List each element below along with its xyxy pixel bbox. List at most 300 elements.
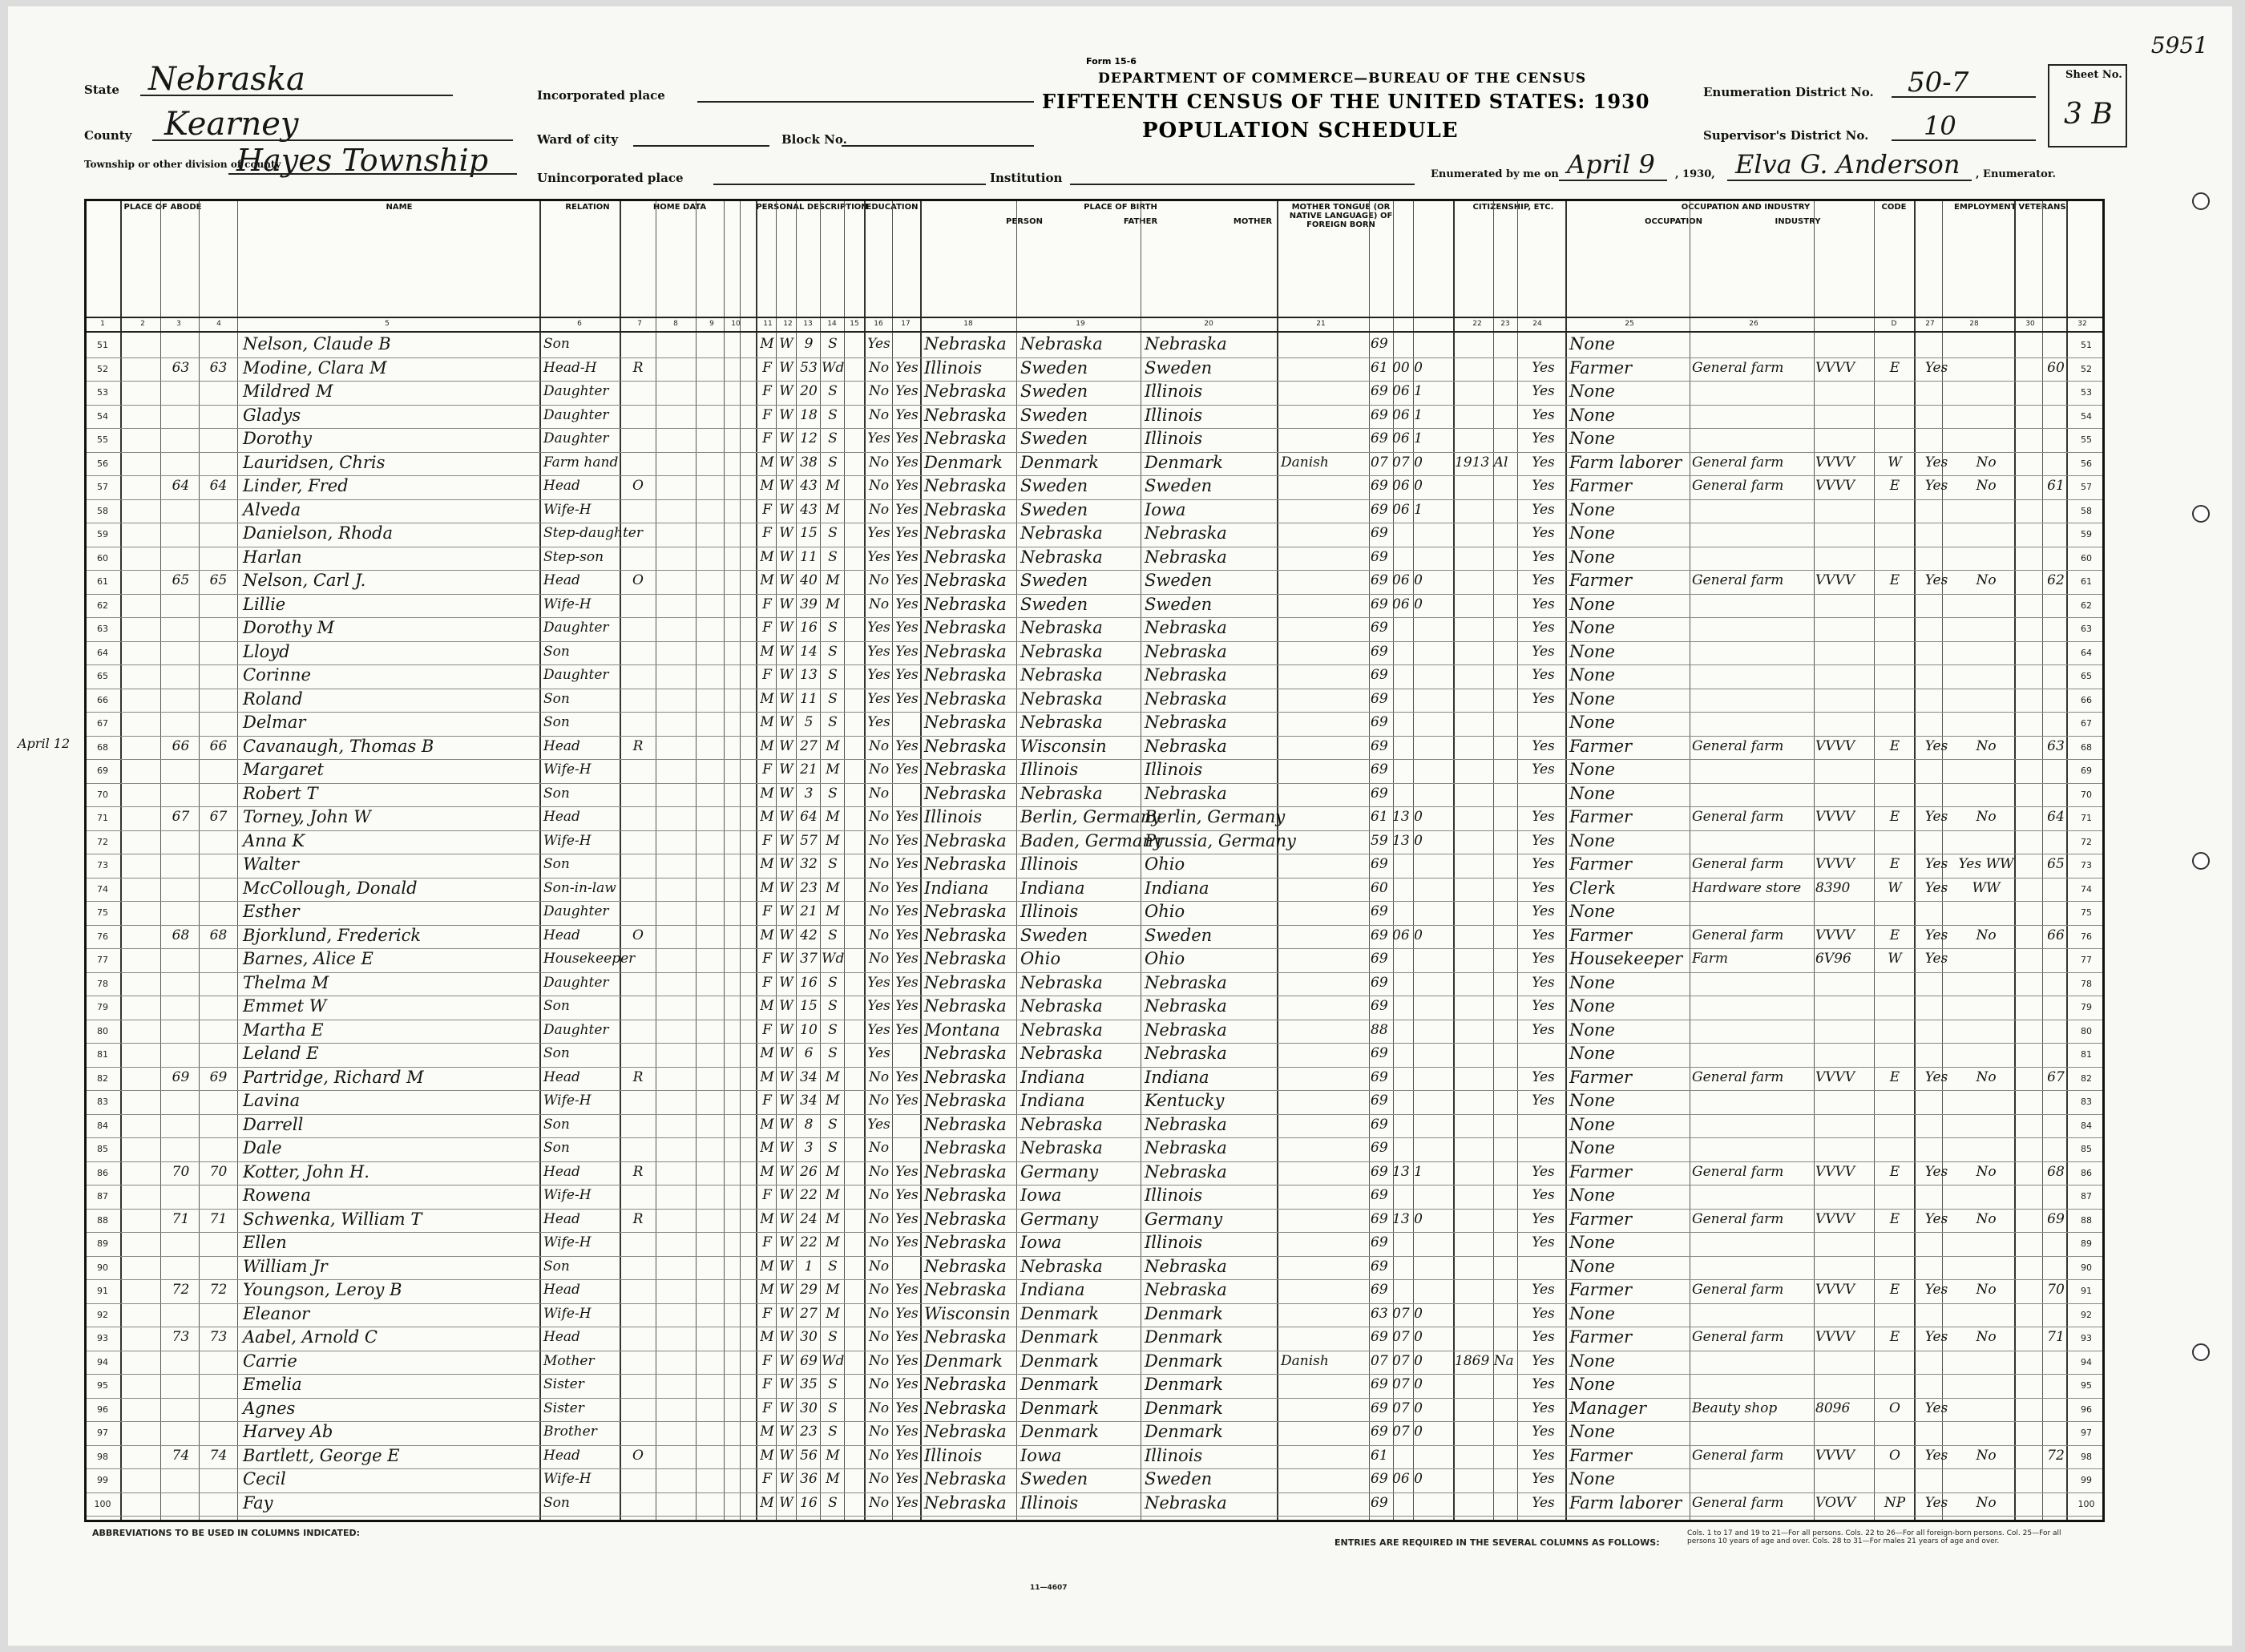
cell-occ: None xyxy=(1569,1044,1615,1063)
cell-farm: 70 xyxy=(2047,1282,2065,1298)
cell-race: W xyxy=(779,478,793,494)
cell-father: Indiana xyxy=(1020,878,1085,898)
table-row xyxy=(87,594,2102,619)
cell-name: Dorothy xyxy=(243,429,312,448)
cell-occ: None xyxy=(1569,1469,1615,1488)
cell-age: 35 xyxy=(800,1376,818,1392)
cell-mother: Illinois xyxy=(1145,405,1203,425)
cell-school: No xyxy=(868,879,890,896)
line-number-right: 72 xyxy=(2081,836,2092,847)
cell-ms: S xyxy=(828,998,838,1014)
cell-read: Yes xyxy=(895,1471,919,1487)
line-number-right: 93 xyxy=(2081,1333,2092,1343)
cell-name: Harvey Ab xyxy=(243,1422,333,1441)
cell-code: 69 xyxy=(1371,667,1388,683)
cell-age: 43 xyxy=(800,478,818,494)
group-place-of-abode: PLACE OF ABODE xyxy=(123,203,202,212)
cell-rel: Head xyxy=(543,1282,580,1298)
cell-mother: Nebraska xyxy=(1145,618,1227,637)
group-home-data: HOME DATA xyxy=(652,203,707,212)
cell-occ: None xyxy=(1569,547,1615,567)
cell-occ: None xyxy=(1569,830,1615,850)
cell-sex: M xyxy=(760,572,774,588)
cell-eng: Yes xyxy=(1532,1068,1555,1085)
cell-home: R xyxy=(632,359,644,376)
cell-read: Yes xyxy=(895,643,919,660)
cell-code: 69 xyxy=(1371,525,1388,541)
line-number-right: 60 xyxy=(2081,552,2092,563)
binder-hole xyxy=(2192,505,2210,523)
cell-rel: Daughter xyxy=(543,1021,609,1038)
incorporated-place-label: Incorporated place xyxy=(537,88,665,103)
cell-birth: Nebraska xyxy=(924,925,1007,945)
table-row xyxy=(87,1185,2102,1210)
column-number: 26 xyxy=(1749,320,1758,328)
cell-age: 5 xyxy=(804,714,814,730)
cell-vet: No xyxy=(1976,737,1997,754)
cell-sex: M xyxy=(760,690,774,707)
table-row xyxy=(87,664,2102,689)
cell-age: 40 xyxy=(800,572,818,588)
department-title: DEPARTMENT OF COMMERCE—BUREAU OF THE CENSUS xyxy=(1098,71,1587,87)
rows-container xyxy=(87,333,2102,1520)
cell-school: No xyxy=(868,1494,890,1511)
cell-emp: Yes xyxy=(1924,856,1948,872)
date-underline xyxy=(1559,180,1667,181)
cell-school: No xyxy=(868,501,890,518)
cell-mother: Nebraska xyxy=(1145,972,1227,992)
cell-ms: M xyxy=(826,596,840,612)
cell-race: W xyxy=(779,809,793,825)
cell-eng: Yes xyxy=(1532,974,1555,991)
cell-race: W xyxy=(779,1471,793,1487)
line-number-right: 76 xyxy=(2081,931,2092,942)
column-number: 11 xyxy=(763,320,773,328)
cell-school: No xyxy=(868,1093,890,1109)
cell-occ: None xyxy=(1569,972,1615,992)
table-row xyxy=(87,736,2102,761)
cell-age: 26 xyxy=(800,1163,818,1180)
cell-rel: Son xyxy=(543,1116,570,1133)
township-value: Hayes Township xyxy=(236,143,489,178)
cell-race: W xyxy=(779,1210,793,1227)
cell-father: Sweden xyxy=(1020,499,1088,519)
unincorporated-place-label: Unincorporated place xyxy=(537,171,684,185)
cell-code: 69 07 0 xyxy=(1371,1424,1423,1440)
cell-rel: Son xyxy=(543,336,570,352)
cell-race: W xyxy=(779,596,793,612)
cell-ind: General farm xyxy=(1692,809,1784,825)
cell-home: O xyxy=(632,572,644,588)
cell-rel: Son xyxy=(543,856,570,872)
table-row xyxy=(87,948,2102,973)
cell-read: Yes xyxy=(895,359,919,376)
cell-rel: Head xyxy=(543,1068,580,1085)
cell-age: 1 xyxy=(804,1258,814,1274)
line-number: 77 xyxy=(97,955,108,965)
county-value: Kearney xyxy=(164,106,299,143)
cell-mother: Ohio xyxy=(1145,902,1185,921)
line-number-right: 70 xyxy=(2081,789,2092,800)
column-number: 23 xyxy=(1500,320,1510,328)
line-number: 95 xyxy=(97,1380,108,1391)
cell-birth: Nebraska xyxy=(924,429,1007,448)
cell-code: 69 xyxy=(1371,785,1388,802)
cell-birth: Nebraska xyxy=(924,547,1007,567)
cell-name: Torney, John W xyxy=(243,807,371,826)
line-number: 89 xyxy=(97,1238,108,1249)
cell-race: W xyxy=(779,1447,793,1464)
cell-sex: F xyxy=(762,1187,772,1203)
group-code: CODE xyxy=(1881,203,1907,212)
cell-eng: Yes xyxy=(1532,1329,1555,1345)
cell-ms: S xyxy=(828,1045,838,1061)
cell-birth: Nebraska xyxy=(924,1398,1007,1418)
cell-rel: Wife-H xyxy=(543,1093,592,1109)
cell-birth: Nebraska xyxy=(924,1422,1007,1441)
cell-rel: Farm hand xyxy=(543,454,619,471)
year-label: , 1930, xyxy=(1675,168,1715,180)
cell-race: W xyxy=(779,974,793,991)
cell-rel: Daughter xyxy=(543,667,609,683)
cell-name: McCollough, Donald xyxy=(243,878,418,898)
cell-code: 69 xyxy=(1371,336,1388,352)
cell-father: Wisconsin xyxy=(1020,736,1107,756)
table-row xyxy=(87,996,2102,1020)
cell-cls: E xyxy=(1889,478,1900,494)
schedule-title: POPULATION SCHEDULE xyxy=(1142,119,1459,143)
group-veterans: VETERANS xyxy=(2018,203,2066,212)
cell-code: 69 06 1 xyxy=(1371,406,1423,423)
cell-birth: Nebraska xyxy=(924,1138,1007,1157)
cell-code: 69 06 1 xyxy=(1371,501,1423,518)
cell-rel: Mother xyxy=(543,1352,595,1369)
cell-rel: Wife-H xyxy=(543,501,592,518)
cell-race: W xyxy=(779,359,793,376)
cell-father: Germany xyxy=(1020,1209,1099,1229)
column-number: 27 xyxy=(1925,320,1935,328)
line-number-right: 54 xyxy=(2081,410,2092,422)
table-row xyxy=(87,1398,2102,1423)
line-number-right: 86 xyxy=(2081,1167,2092,1178)
cell-read: Yes xyxy=(895,525,919,541)
cell-name: William Jr xyxy=(243,1256,328,1276)
cell-cls: E xyxy=(1889,359,1900,376)
table-row xyxy=(87,901,2102,926)
line-number-right: 85 xyxy=(2081,1144,2092,1154)
cell-ms: M xyxy=(826,1234,840,1250)
cell-school: No xyxy=(868,832,890,849)
cell-sex: M xyxy=(760,1282,774,1298)
cell-birth: Nebraska xyxy=(924,523,1007,543)
cell-ms: S xyxy=(828,1376,838,1392)
cell-birth: Nebraska xyxy=(924,713,1007,732)
line-number: 52 xyxy=(97,363,108,374)
cell-vet: WW xyxy=(1972,879,2001,896)
line-number: 96 xyxy=(97,1404,108,1415)
cell-age: 10 xyxy=(800,1021,818,1038)
cell-birth: Nebraska xyxy=(924,1044,1007,1063)
cell-father: Nebraska xyxy=(1020,972,1103,992)
group-mother-tongue: MOTHER TONGUE (OR NATIVE LANGUAGE) OF FOREIGN BORN xyxy=(1289,203,1393,229)
column-number: 30 xyxy=(2025,320,2035,328)
cell-occcode: VVVV xyxy=(1815,454,1855,471)
cell-eng: Yes xyxy=(1532,1234,1555,1250)
cell-occ: Farmer xyxy=(1569,571,1633,590)
cell-name: Kotter, John H. xyxy=(243,1161,369,1181)
cell-sex: F xyxy=(762,383,772,399)
cell-mother: Denmark xyxy=(1145,1327,1223,1347)
cell-father: Nebraska xyxy=(1020,996,1103,1016)
cell-race: W xyxy=(779,572,793,588)
table-row xyxy=(87,759,2102,784)
cell-read: Yes xyxy=(895,667,919,683)
cell-eng: Yes xyxy=(1532,927,1555,943)
cell-occ: Housekeeper xyxy=(1569,949,1683,968)
table-row xyxy=(87,1327,2102,1351)
column-number: 28 xyxy=(1969,320,1979,328)
cell-ms: M xyxy=(826,1093,840,1109)
line-number: 81 xyxy=(97,1049,108,1060)
cell-sex: M xyxy=(760,1068,774,1085)
column-number: 18 xyxy=(963,320,973,328)
cell-race: W xyxy=(779,1305,793,1322)
cell-emp: Yes xyxy=(1924,359,1948,376)
cell-eng: Yes xyxy=(1532,501,1555,518)
cell-read: Yes xyxy=(895,1234,919,1250)
cell-father: Illinois xyxy=(1020,1492,1079,1513)
cell-mother: Ohio xyxy=(1145,949,1185,968)
cell-mother: Illinois xyxy=(1145,1185,1203,1205)
cell-name: Fay xyxy=(243,1492,273,1513)
cell-eng: Yes xyxy=(1532,359,1555,376)
cell-occcode: VVVV xyxy=(1815,478,1855,494)
sheet-number-box xyxy=(2048,64,2127,147)
cell-age: 6 xyxy=(804,1045,814,1061)
cell-mother: Nebraska xyxy=(1145,1280,1227,1299)
cell-father: Illinois xyxy=(1020,760,1079,779)
cell-name: Carrie xyxy=(243,1351,297,1371)
cell-race: W xyxy=(779,903,793,919)
cell-ms: M xyxy=(826,737,840,754)
cell-race: W xyxy=(779,1045,793,1061)
cell-rel: Daughter xyxy=(543,383,609,399)
cell-eng: Yes xyxy=(1532,1494,1555,1511)
cell-eng: Yes xyxy=(1532,1021,1555,1038)
cell-ms: S xyxy=(828,336,838,352)
cell-race: W xyxy=(779,1163,793,1180)
cell-father: Sweden xyxy=(1020,405,1088,425)
cell-code: 07 07 0 xyxy=(1371,1352,1423,1369)
cell-occ: Farmer xyxy=(1569,1067,1633,1087)
table-row xyxy=(87,1256,2102,1281)
cell-name: Rowena xyxy=(243,1185,311,1205)
line-number-right: 92 xyxy=(2081,1309,2092,1320)
cell-mother: Nebraska xyxy=(1145,783,1227,803)
cell-school: No xyxy=(868,359,890,376)
column-number: 8 xyxy=(673,320,678,328)
cell-code: 59 13 0 xyxy=(1371,832,1423,849)
cell-race: W xyxy=(779,667,793,683)
cell-eng: Yes xyxy=(1532,1376,1555,1392)
cell-father: Nebraska xyxy=(1020,713,1103,732)
cell-race: W xyxy=(779,430,793,446)
cell-ind: General farm xyxy=(1692,359,1784,376)
table-row xyxy=(87,1232,2102,1257)
cell-dwell: 72 xyxy=(172,1282,190,1298)
cell-race: W xyxy=(779,336,793,352)
cell-cit: 1913 Al xyxy=(1455,454,1508,471)
cell-birth: Nebraska xyxy=(924,1256,1007,1276)
cell-eng: Yes xyxy=(1532,1163,1555,1180)
cell-occ: Clerk xyxy=(1569,878,1616,898)
cell-sex: F xyxy=(762,596,772,612)
cell-mother: Nebraska xyxy=(1145,334,1227,353)
cell-occcode: VVVV xyxy=(1815,1210,1855,1227)
cell-eng: Yes xyxy=(1532,1305,1555,1322)
column-number: 15 xyxy=(850,320,859,328)
cell-school: Yes xyxy=(867,667,890,683)
cell-fam: 66 xyxy=(209,737,228,754)
cell-dwell: 69 xyxy=(172,1068,190,1085)
cell-age: 22 xyxy=(800,1234,818,1250)
cell-name: Danielson, Rhoda xyxy=(243,523,393,543)
cell-age: 21 xyxy=(800,903,818,919)
cell-rel: Head-H xyxy=(543,359,597,376)
cell-mother: Nebraska xyxy=(1145,996,1227,1016)
cell-mother: Denmark xyxy=(1145,1351,1223,1371)
cell-race: W xyxy=(779,1494,793,1511)
cell-sex: M xyxy=(760,785,774,802)
cell-birth: Nebraska xyxy=(924,1114,1007,1134)
line-number-right: 89 xyxy=(2081,1238,2092,1249)
cell-birth: Nebraska xyxy=(924,618,1007,637)
cell-birth: Nebraska xyxy=(924,382,1007,401)
cell-read: Yes xyxy=(895,856,919,872)
table-row xyxy=(87,1279,2102,1304)
cell-race: W xyxy=(779,1400,793,1416)
cell-school: No xyxy=(868,1210,890,1227)
cell-farm: 60 xyxy=(2047,359,2065,376)
ward-underline xyxy=(633,145,769,147)
cell-occ: Farmer xyxy=(1569,476,1633,495)
cell-age: 39 xyxy=(800,596,818,612)
line-number-right: 64 xyxy=(2081,647,2092,658)
table-row xyxy=(87,830,2102,855)
cell-name: Dale xyxy=(243,1138,282,1157)
cell-name: Delmar xyxy=(243,713,306,732)
form-number: Form 15-6 xyxy=(1086,56,1137,67)
cell-name: Lloyd xyxy=(243,641,290,661)
cell-read: Yes xyxy=(895,974,919,991)
cell-dwell: 70 xyxy=(172,1163,190,1180)
cell-read: Yes xyxy=(895,1187,919,1203)
cell-eng: Yes xyxy=(1532,1093,1555,1109)
line-number-right: 99 xyxy=(2081,1475,2092,1485)
cell-eng: Yes xyxy=(1532,1210,1555,1227)
cell-read: Yes xyxy=(895,951,919,967)
line-number-right: 53 xyxy=(2081,387,2092,398)
cell-race: W xyxy=(779,620,793,636)
cell-occ: Farmer xyxy=(1569,736,1633,756)
table-row xyxy=(87,1303,2102,1328)
column-number: 13 xyxy=(803,320,813,328)
cell-race: W xyxy=(779,548,793,565)
cell-age: 69 xyxy=(800,1352,818,1369)
line-number: 60 xyxy=(97,552,108,563)
cell-rel: Housekeeper xyxy=(543,951,636,967)
cell-cls: W xyxy=(1888,454,1902,471)
cell-age: 29 xyxy=(800,1282,818,1298)
cell-race: W xyxy=(779,951,793,967)
cell-dwell: 68 xyxy=(172,927,190,943)
cell-occ: None xyxy=(1569,523,1615,543)
cell-eng: Yes xyxy=(1532,951,1555,967)
cell-ms: M xyxy=(826,809,840,825)
table-row xyxy=(87,689,2102,713)
footer-instructions: Cols. 1 to 17 and 19 to 21—For all persons. Cols. 22 to 26—For all foreign-born persons. Col. 25—For all persons 10 years of age and over. Cols. 28 to 31—For males 21 years of age and over. xyxy=(1687,1529,2061,1545)
cell-birth: Nebraska xyxy=(924,783,1007,803)
cell-occcode: VVVV xyxy=(1815,1329,1855,1345)
cell-home: R xyxy=(632,1163,644,1180)
cell-dwell: 66 xyxy=(172,737,190,754)
cell-read: Yes xyxy=(895,879,919,896)
cell-ms: S xyxy=(828,690,838,707)
cell-race: W xyxy=(779,406,793,423)
cell-read: Yes xyxy=(895,596,919,612)
cell-cls: NP xyxy=(1884,1494,1906,1511)
cell-eng: Yes xyxy=(1532,903,1555,919)
cell-birth: Nebraska xyxy=(924,571,1007,590)
cell-eng: Yes xyxy=(1532,667,1555,683)
cell-school: No xyxy=(868,951,890,967)
cell-rel: Wife-H xyxy=(543,596,592,612)
cell-occ: None xyxy=(1569,594,1615,614)
cell-race: W xyxy=(779,690,793,707)
table-row xyxy=(87,1043,2102,1068)
institution-underline xyxy=(1070,184,1415,185)
line-number: 87 xyxy=(97,1191,108,1202)
cell-name: Corinne xyxy=(243,665,311,685)
cell-rel: Son xyxy=(543,785,570,802)
cell-ms: Wd xyxy=(822,359,845,376)
cell-cls: E xyxy=(1889,1068,1900,1085)
line-number-right: 66 xyxy=(2081,694,2092,705)
cell-mother: Nebraska xyxy=(1145,1044,1227,1063)
cell-name: Thelma M xyxy=(243,972,329,992)
line-number: 53 xyxy=(97,387,108,398)
cell-code: 69 xyxy=(1371,690,1388,707)
cell-rel: Son xyxy=(543,998,570,1014)
cell-mother: Denmark xyxy=(1145,1398,1223,1418)
cell-father: Baden, Germany xyxy=(1020,830,1163,850)
cell-name: Esther xyxy=(243,902,300,921)
cell-fam: 69 xyxy=(209,1068,228,1085)
cell-farm: 65 xyxy=(2047,856,2065,872)
cell-rel: Daughter xyxy=(543,406,609,423)
cell-sex: F xyxy=(762,667,772,683)
cell-code: 69 xyxy=(1371,974,1388,991)
cell-school: No xyxy=(868,1329,890,1345)
cell-name: Cecil xyxy=(243,1469,286,1488)
cell-code: 69 07 0 xyxy=(1371,1400,1423,1416)
cell-race: W xyxy=(779,454,793,471)
line-number: 93 xyxy=(97,1333,108,1343)
line-number: 84 xyxy=(97,1120,108,1131)
cell-father: Sweden xyxy=(1020,594,1088,614)
cell-eng: Yes xyxy=(1532,998,1555,1014)
cell-birth: Nebraska xyxy=(924,665,1007,685)
